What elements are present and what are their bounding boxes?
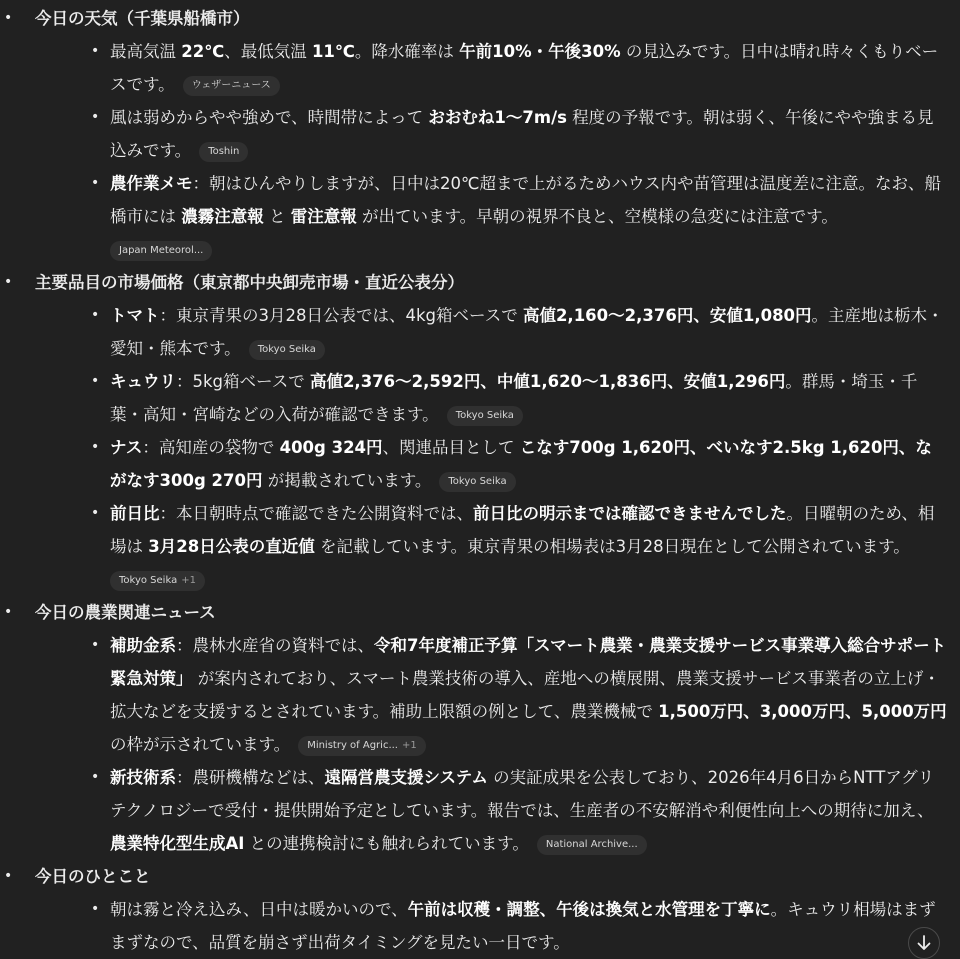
- bullet-icon: •: [91, 43, 100, 59]
- bullet-icon: •: [91, 505, 100, 521]
- bold-text: 11℃: [311, 42, 355, 61]
- source-chip[interactable]: [537, 835, 647, 855]
- text-segment: ：農研機構などは、: [176, 768, 325, 787]
- source-more-count: +1: [181, 575, 196, 586]
- text-segment: ：東京青果の3月28日公表では、4kg箱ベースで: [159, 306, 523, 325]
- sub-list: [35, 629, 954, 860]
- bold-text: キュウリ: [110, 372, 176, 391]
- source-label: Tokyo Seika: [119, 575, 178, 586]
- bold-text: 高値2,160〜2,376円、安値1,080円: [522, 306, 812, 325]
- list-item: [35, 893, 954, 959]
- sub-list: [35, 35, 954, 266]
- item-text: [110, 438, 932, 490]
- bullet-icon: •: [91, 637, 100, 653]
- list-item: [35, 167, 954, 266]
- bold-text: 補助金系: [110, 636, 176, 655]
- item-text: [110, 768, 934, 853]
- section-heading: 今日のひとこと: [35, 867, 151, 886]
- text-segment: 。キュウリ相場はまずまずなので、品質を崩さず出荷タイミングを見たい一日です。: [110, 900, 936, 952]
- text-segment: 最高気温: [110, 42, 182, 61]
- item-text: [110, 900, 936, 952]
- text-segment: ：農林水産省の資料では、: [176, 636, 374, 655]
- bullet-icon: •: [91, 901, 100, 917]
- text-segment: ：5kg箱ベースで: [176, 372, 310, 391]
- item-text: [110, 636, 947, 754]
- bold-text: 遠隔営農支援システム: [324, 768, 488, 787]
- text-segment: 、関連品目として: [382, 438, 520, 457]
- section: [0, 266, 954, 596]
- text-segment: 。日曜朝のため、相場は: [110, 504, 935, 556]
- bold-text: 400g 324円: [279, 438, 383, 457]
- source-label: Tokyo Seika: [257, 344, 316, 355]
- bold-text: こなす700g 1,620円、べいなす2.5kg 1,620円、ながなす300g 270円: [110, 438, 932, 490]
- source-chip[interactable]: [110, 241, 212, 261]
- item-text: [110, 504, 934, 556]
- bold-text: 前日比の明示までは確認できませんでした: [473, 504, 787, 523]
- bullet-icon: •: [91, 175, 100, 191]
- bullet-icon: •: [91, 109, 100, 125]
- list-item: [35, 497, 954, 596]
- source-chip[interactable]: [447, 406, 523, 426]
- bold-text: 22℃: [181, 42, 225, 61]
- text-segment: が案内されており、スマート農業技術の導入、産地への横展開、農業支援サービス事業者の立上げ・拡大などを支援するとされています。補助上限額の例として、農業機械で: [110, 669, 940, 721]
- source-label: Japan Meteorol...: [119, 245, 204, 256]
- list-item: [35, 629, 954, 761]
- bold-text: 新技術系: [110, 768, 176, 787]
- text-segment: を記載しています。東京青果の相場表は3月28日現在として公開されています。: [314, 537, 910, 556]
- bold-text: トマト: [110, 306, 160, 325]
- section: [0, 596, 954, 860]
- text-segment: ：本日朝時点で確認できた公開資料では、: [159, 504, 473, 523]
- bullet-icon: •: [91, 769, 100, 785]
- item-text: [110, 174, 941, 226]
- bold-text: 3月28日公表の直近値: [148, 537, 315, 556]
- bold-text: 雷注意報: [290, 207, 357, 226]
- list-item: [35, 101, 954, 167]
- source-more-count: +1: [401, 740, 417, 751]
- summary-list: [0, 2, 954, 959]
- bullet-icon: •: [91, 373, 100, 389]
- list-item: [35, 365, 954, 431]
- source-chip[interactable]: [110, 571, 205, 591]
- bold-text: 農業特化型生成AI: [110, 834, 245, 853]
- arrow-down-icon: [915, 934, 933, 952]
- bullet-icon: •: [91, 439, 100, 455]
- bold-text: おおむね1〜7m/s: [428, 108, 567, 127]
- text-segment: の実証成果を公表しており、2026年4月6日からNTTアグリテクノロジーで受付・提供開始予定としています。報告では、生産者の不安解消や利便性向上への期待に加え、: [110, 768, 935, 820]
- list-item: [35, 431, 954, 497]
- list-item: [35, 35, 954, 101]
- source-label: ウェザーニュース: [191, 80, 271, 91]
- bullet-icon: •: [4, 274, 13, 290]
- assistant-message: [0, 2, 954, 959]
- bold-text: 午前は収穫・調整、午後は換気と水管理を丁寧に: [407, 900, 771, 919]
- bold-text: 1,500万円、3,000万円、5,000万円: [658, 702, 947, 721]
- section-heading: 今日の農業関連ニュース: [35, 603, 216, 622]
- bold-text: 農作業メモ: [110, 174, 193, 193]
- source-row: [102, 233, 948, 266]
- list-item: [35, 761, 954, 860]
- text-segment: 風は弱めからやや強めで、時間帯によって: [110, 108, 429, 127]
- bold-text: 高値2,376〜2,592円、中値1,620〜1,836円、安値1,296円: [309, 372, 786, 391]
- source-label: Ministry of Agric...: [307, 740, 398, 751]
- text-segment: と: [263, 207, 291, 226]
- text-segment: 。群馬・埼玉・千葉・高知・宮崎などの入荷が確認できます。: [110, 372, 918, 424]
- source-label: Tokyo Seika: [455, 410, 514, 421]
- text-segment: の見込みです。日中は晴れ時々くもりベースです。: [110, 42, 939, 94]
- text-segment: の枠が示されています。: [110, 735, 291, 754]
- sub-list: [35, 299, 954, 596]
- text-segment: との連携検討にも触れられています。: [244, 834, 529, 853]
- text-segment: ：高知産の袋物で: [142, 438, 280, 457]
- bold-text: ナス: [110, 438, 143, 457]
- source-row: [102, 563, 948, 596]
- text-segment: 、最低気温: [224, 42, 312, 61]
- text-segment: 。降水確率は: [354, 42, 460, 61]
- text-segment: が出ています。早朝の視界不良と、空模様の急変には注意です。: [356, 207, 838, 226]
- list-item: [35, 299, 954, 365]
- text-segment: が掲載されています。: [262, 471, 432, 490]
- source-chip[interactable]: [183, 76, 280, 96]
- section: [0, 2, 954, 266]
- section: [0, 860, 954, 959]
- bullet-icon: •: [91, 307, 100, 323]
- bullet-icon: •: [4, 868, 13, 884]
- bullet-icon: •: [4, 604, 13, 620]
- text-segment: 程度の予報です。朝は弱く、午後にやや強まる見込みです。: [110, 108, 934, 160]
- item-text: [110, 306, 944, 358]
- bold-text: 前日比: [110, 504, 160, 523]
- bullet-icon: •: [4, 10, 13, 26]
- text-segment: 朝は霧と冷え込み、日中は暖かいので、: [110, 900, 408, 919]
- sub-list: [35, 893, 954, 959]
- source-chip[interactable]: [439, 472, 515, 492]
- scroll-to-bottom-button[interactable]: [908, 927, 940, 959]
- source-label: Toshin: [208, 146, 240, 157]
- section-heading: 主要品目の市場価格（東京都中央卸売市場・直近公表分）: [35, 273, 464, 292]
- bold-text: 令和7年度補正予算「スマート農業・農業支援サービス事業導入総合サポート緊急対策」: [110, 636, 947, 688]
- text-segment: ：朝はひんやりしますが、日中は20℃超まで上がるためハウス内や苗管理は温度差に注意。なお、船橋市には: [110, 174, 942, 226]
- source-chip[interactable]: [298, 736, 426, 756]
- bold-text: 午前10%・午後30%: [459, 42, 621, 61]
- source-label: National Archive...: [545, 839, 638, 850]
- text-segment: 。主産地は栃木・愛知・熊本です。: [110, 306, 944, 358]
- source-label: Tokyo Seika: [448, 476, 507, 487]
- source-chip[interactable]: [249, 340, 325, 360]
- bold-text: 濃霧注意報: [181, 207, 264, 226]
- section-heading: 今日の天気（千葉県船橋市）: [35, 9, 250, 28]
- source-chip[interactable]: [199, 142, 248, 162]
